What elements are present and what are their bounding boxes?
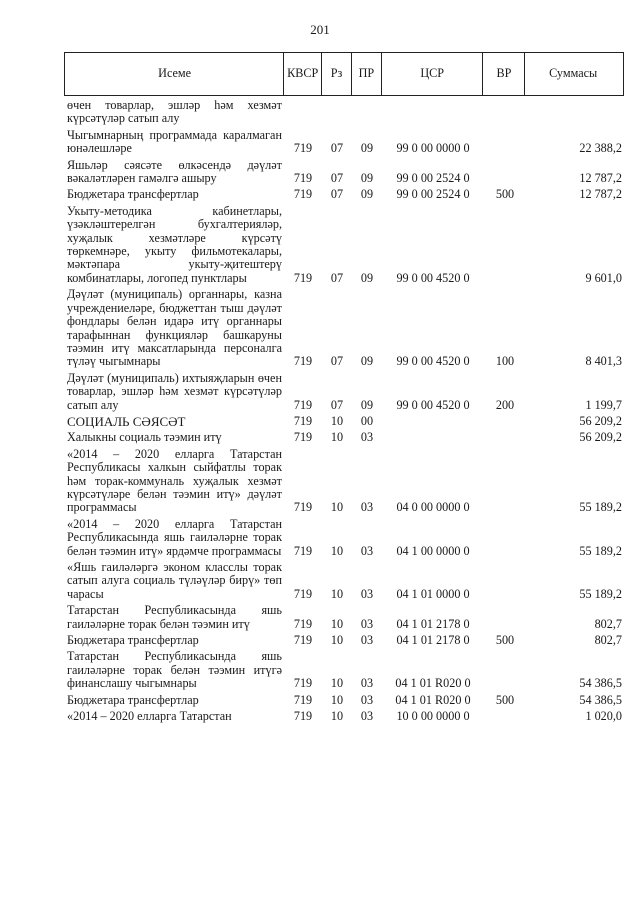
table-row	[64, 288, 624, 368]
cell-name: «2014 – 2020 елларга Татарстан Республикасында яшь гаиләләрне торак белән тәэмин итү» ярдәмче программасы	[67, 516, 282, 558]
cell-name: Бюджетара трансфертлар	[67, 692, 199, 707]
table-row	[64, 99, 624, 126]
cell-csr: 99 0 00 2524 0	[396, 171, 470, 186]
cell-kvsr: 719	[293, 676, 313, 691]
cell-pr: 03	[360, 676, 374, 691]
header-csr: ЦСР	[382, 53, 484, 95]
cell-kvsr: 719	[293, 270, 313, 285]
cell-vr: 100	[495, 354, 515, 369]
table-row	[64, 694, 624, 707]
cell-kvsr: 719	[293, 141, 313, 156]
cell-rz: 10	[330, 692, 344, 707]
cell-sum: 55 189,2	[579, 586, 622, 601]
cell-kvsr: 719	[293, 171, 313, 186]
cell-name: «Яшь гаиләләргә эконом класслы торак сатып алуга социаль түләүләр бирү» төп чарасы	[67, 560, 282, 601]
cell-pr: 03	[360, 616, 374, 631]
cell-sum: 1 199,7	[585, 397, 622, 412]
header-name: Исеме	[65, 53, 284, 95]
cell-sum: 55 189,2	[579, 500, 622, 515]
cell-name: Татарстан Республикасында яшь гаиләләрне торак белән тәэмин итүгә финанслашу чыгымнары	[67, 649, 282, 691]
cell-pr: 03	[360, 543, 374, 558]
cell-csr: 04 1 01 R020 0	[395, 692, 471, 707]
table-row	[64, 518, 624, 558]
cell-pr: 03	[360, 500, 374, 515]
cell-name: Чыгымнарның программада каралмаган юнәлешләре	[67, 127, 282, 156]
cell-name: Дәүләт (муниципаль) ихтыяҗларын өчен товарлар, эшләр һәм хезмәт күрсәтүләр сатып алу	[67, 370, 282, 412]
cell-sum: 22 388,2	[579, 141, 622, 156]
cell-sum: 56 209,2	[579, 430, 622, 445]
table-row	[64, 159, 624, 186]
cell-kvsr: 719	[293, 187, 313, 202]
header-kvsr: КВСР	[284, 53, 322, 95]
cell-name: өчен товарлар, эшләр һәм хезмәт күрсәтүләр сатып алу	[67, 98, 282, 126]
cell-pr: 03	[360, 692, 374, 707]
cell-name: Бюджетара трансфертлар	[67, 633, 199, 648]
cell-vr: 500	[495, 187, 515, 202]
cell-kvsr: 719	[293, 616, 313, 631]
cell-csr: 99 0 00 2524 0	[396, 187, 470, 202]
cell-pr: 09	[360, 354, 374, 369]
header-pr: ПР	[352, 53, 382, 95]
table-row	[64, 129, 624, 156]
cell-pr: 03	[360, 709, 374, 724]
cell-kvsr: 719	[293, 543, 313, 558]
cell-csr: 10 0 00 0000 0	[396, 709, 470, 724]
cell-kvsr: 719	[293, 500, 313, 515]
cell-sum: 12 787,2	[579, 187, 622, 202]
cell-kvsr: 719	[293, 430, 313, 445]
cell-pr: 09	[360, 141, 374, 156]
table-body	[64, 99, 624, 723]
cell-pr: 03	[360, 430, 374, 445]
cell-csr: 04 0 00 0000 0	[396, 500, 470, 515]
cell-name: Бюджетара трансфертлар	[67, 187, 199, 202]
header-rz: Рз	[322, 53, 352, 95]
cell-sum: 9 601,0	[585, 270, 622, 285]
cell-kvsr: 719	[293, 354, 313, 369]
cell-rz: 07	[330, 171, 344, 186]
cell-pr: 09	[360, 187, 374, 202]
cell-sum: 1 020,0	[585, 709, 622, 724]
cell-rz: 10	[330, 709, 344, 724]
table-row	[64, 710, 624, 723]
table-row	[64, 431, 624, 444]
cell-name: СОЦИАЛЬ СӘЯСӘТ	[67, 413, 186, 429]
cell-sum: 802,7	[594, 616, 622, 631]
table-row	[64, 448, 624, 515]
cell-csr: 04 1 00 0000 0	[396, 543, 470, 558]
table-row	[64, 634, 624, 647]
cell-rz: 10	[330, 413, 344, 428]
cell-csr: 99 0 00 4520 0	[396, 397, 470, 412]
cell-pr: 00	[360, 413, 374, 428]
cell-kvsr: 719	[293, 586, 313, 601]
cell-sum: 802,7	[594, 633, 622, 648]
table-row	[64, 604, 624, 631]
cell-csr: 99 0 00 4520 0	[396, 354, 470, 369]
cell-rz: 07	[330, 397, 344, 412]
cell-pr: 09	[360, 171, 374, 186]
cell-rz: 10	[330, 543, 344, 558]
cell-name: Халыкны социаль тәэмин итү	[67, 430, 222, 445]
cell-pr: 09	[360, 270, 374, 285]
cell-rz: 10	[330, 430, 344, 445]
table-row	[64, 188, 624, 201]
cell-vr: 500	[495, 692, 515, 707]
table-row	[64, 561, 624, 601]
cell-sum: 54 386,5	[579, 676, 622, 691]
cell-rz: 10	[330, 586, 344, 601]
cell-csr: 04 1 01 2178 0	[396, 616, 470, 631]
cell-sum: 12 787,2	[579, 171, 622, 186]
cell-csr: 99 0 00 4520 0	[396, 270, 470, 285]
cell-rz: 10	[330, 616, 344, 631]
cell-sum: 56 209,2	[579, 413, 622, 428]
cell-rz: 07	[330, 354, 344, 369]
cell-sum: 54 386,5	[579, 692, 622, 707]
cell-name: Татарстан Республикасында яшь гаиләләрне торак белән тәэмин итү	[67, 603, 282, 631]
cell-kvsr: 719	[293, 709, 313, 724]
table-row	[64, 205, 624, 285]
cell-name: «2014 – 2020 елларга Татарстан Республикасы халкын сыйфатлы торак һәм торак-коммуналь хуҗалык хезмәт күрсәтүләре белән тәэмин итү» дәүләт программасы	[67, 446, 282, 515]
cell-csr: 04 1 01 0000 0	[396, 586, 470, 601]
cell-rz: 10	[330, 676, 344, 691]
cell-kvsr: 719	[293, 397, 313, 412]
cell-csr: 04 1 01 R020 0	[395, 676, 471, 691]
cell-name: «2014 – 2020 елларга Татарстан	[67, 709, 232, 724]
cell-kvsr: 719	[293, 413, 313, 428]
table-row	[64, 650, 624, 690]
cell-vr: 500	[495, 633, 515, 648]
cell-rz: 10	[330, 633, 344, 648]
cell-sum: 8 401,3	[585, 354, 622, 369]
page-number: 201	[310, 22, 330, 37]
cell-csr: 99 0 00 0000 0	[396, 141, 470, 156]
table-row	[64, 372, 624, 412]
cell-rz: 10	[330, 500, 344, 515]
cell-name: Яшьләр сәясәте өлкәсендә дәүләт вәкаләтләрен гамәлгә ашыру	[67, 157, 282, 186]
cell-pr: 03	[360, 586, 374, 601]
cell-rz: 07	[330, 141, 344, 156]
cell-name: Укыту-методика кабинетлары, үзәкләштерелгән бухгалтерияләр, хуҗалык хезмәтләре күрсәтү төркемнәре, укыту фильмотекалары, мәктәпара укыту-җитештерү комбинатлары, логопед пунктлары	[67, 203, 282, 285]
budget-table	[64, 52, 624, 723]
header-sum: Суммасы	[549, 66, 598, 81]
cell-rz: 07	[330, 270, 344, 285]
cell-kvsr: 719	[293, 633, 313, 648]
table-row	[64, 415, 624, 428]
cell-rz: 07	[330, 187, 344, 202]
cell-vr: 200	[495, 397, 515, 412]
cell-kvsr: 719	[293, 692, 313, 707]
table-header	[64, 52, 624, 96]
cell-pr: 03	[360, 633, 374, 648]
cell-sum: 55 189,2	[579, 543, 622, 558]
header-vr: ВР	[483, 53, 525, 95]
cell-csr: 04 1 01 2178 0	[396, 633, 470, 648]
cell-pr: 09	[360, 397, 374, 412]
cell-name: Дәүләт (муниципаль) органнары, казна учреждениеләре, бюджеттан тыш дәүләт фондлары белән идарә итү органнары тарафыннан функцияләр башкаруны тәэмин итү максатларында персоналга түләү чыгымнары	[67, 287, 282, 369]
